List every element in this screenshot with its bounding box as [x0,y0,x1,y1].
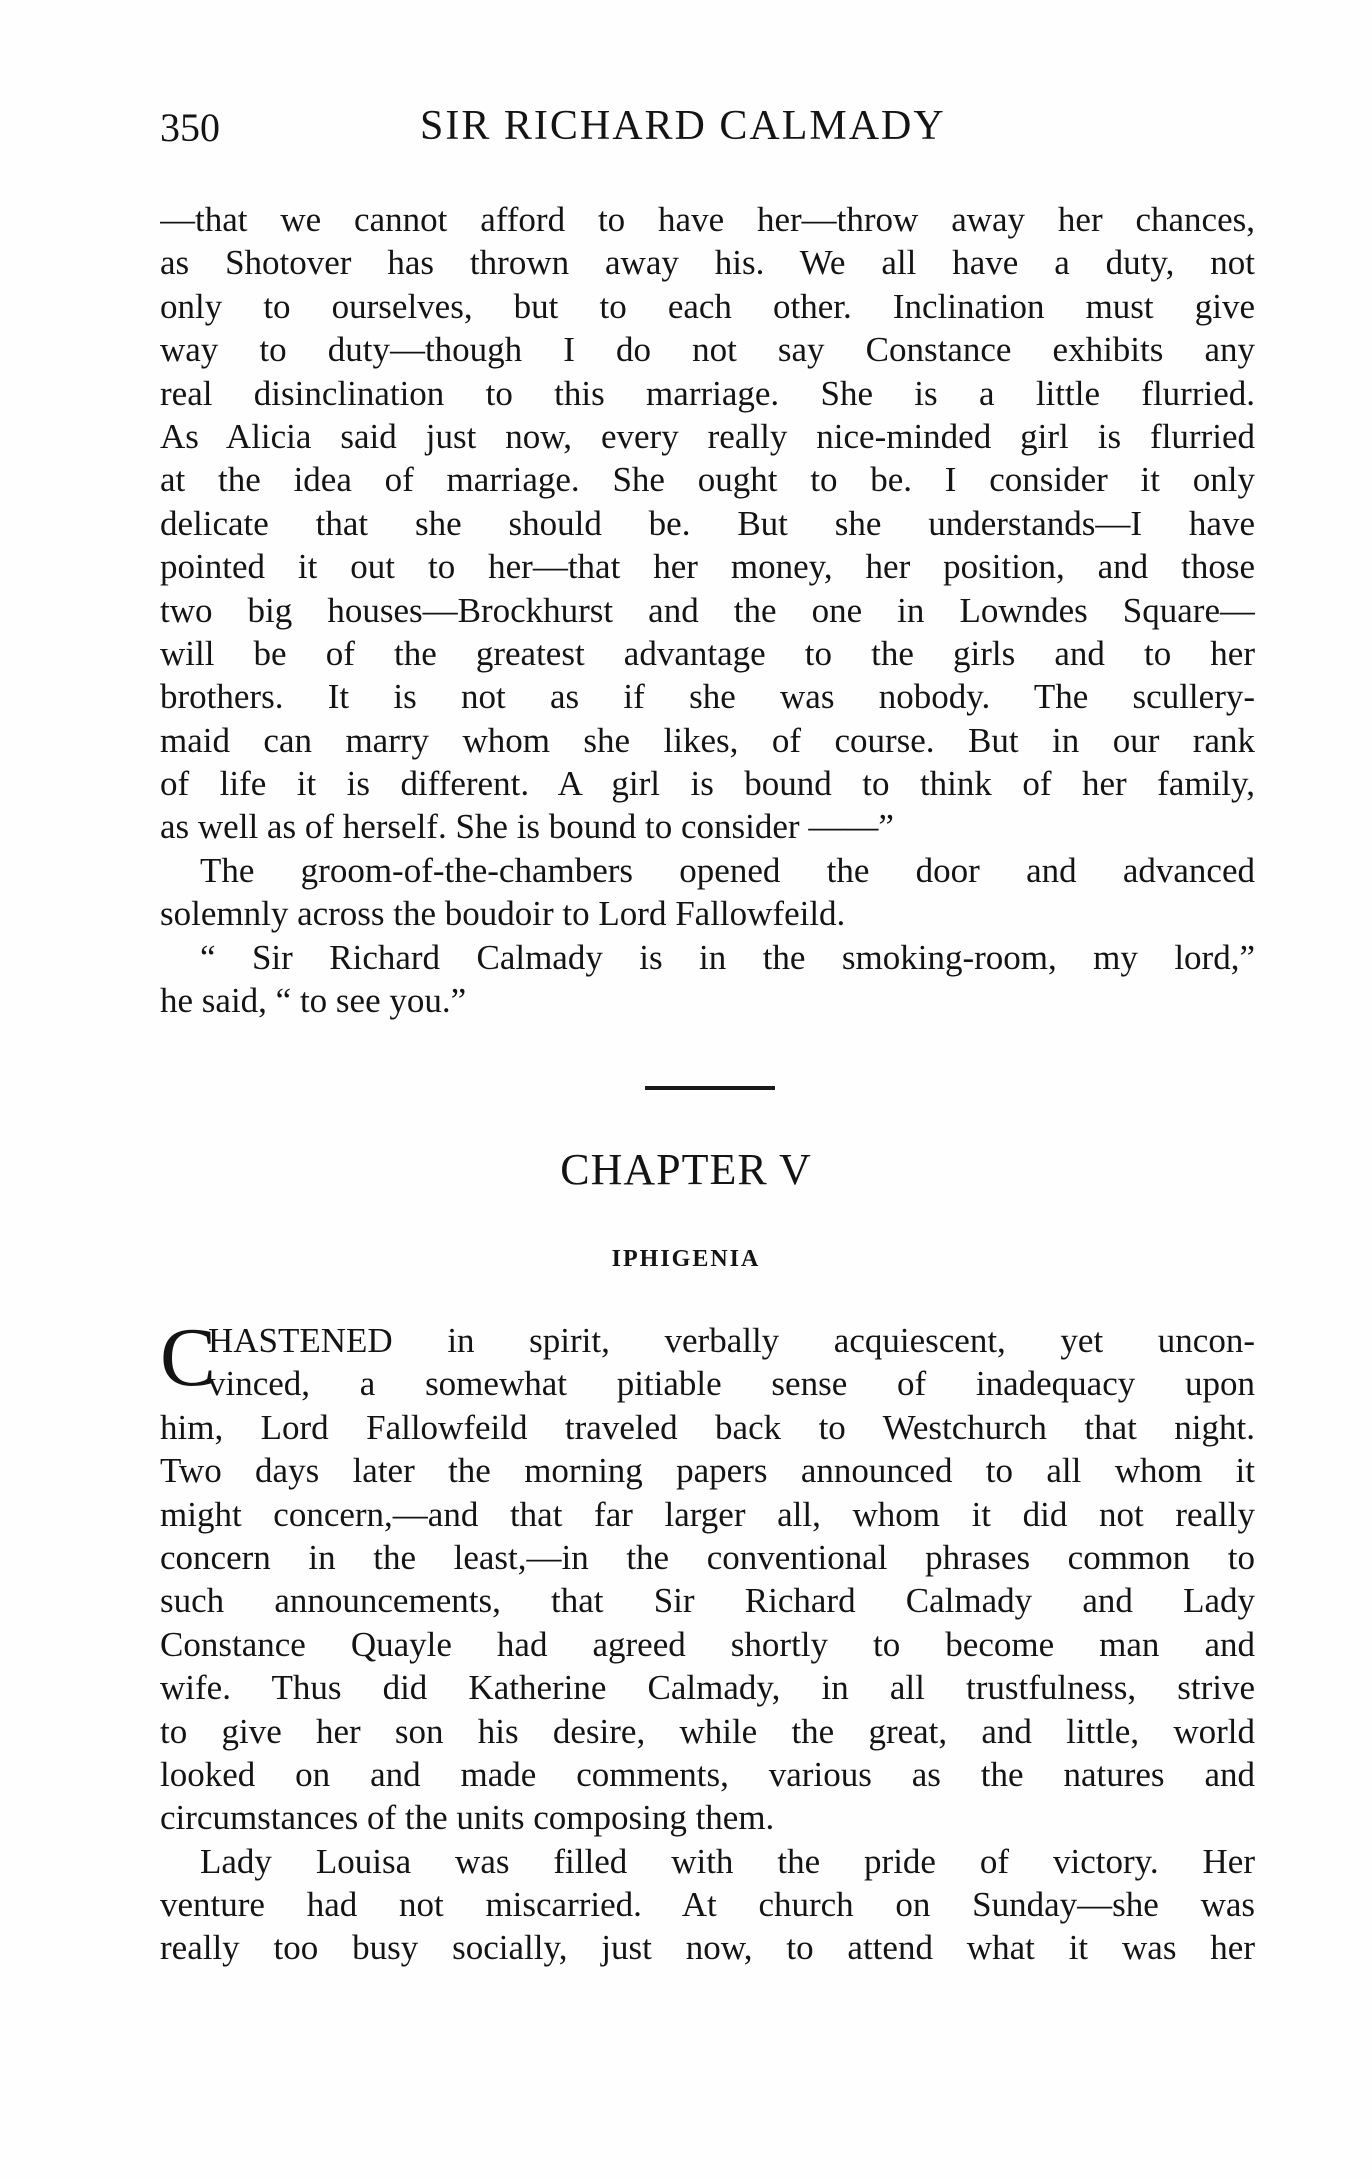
chapter-divider-rule [645,1086,775,1090]
text-line: circumstances of the units composing them. [160,1798,775,1838]
text-line: Lady Louisa was filled with the pride of victory. Her [200,1841,1255,1881]
text-line: Constance Quayle had agreed shortly to become man and [160,1624,1255,1664]
text-line: will be of the greatest advantage to the girls and to her [160,633,1255,673]
text-line: real disinclination to this marriage. She is a little flurried. [160,373,1255,413]
text-line: wife. Thus did Katherine Calmady, in all trustfulness, strive [160,1668,1255,1708]
chapter-title: CHAPTER V [560,1145,812,1194]
text-line: As Alicia said just now, every really nice-minded girl is flurried [160,416,1255,456]
text-line: looked on and made comments, various as the natures and [160,1754,1255,1794]
running-title: SIR RICHARD CALMADY [420,103,946,149]
text-section-1 [160,198,1255,1022]
text-line: way to duty—though I do not say Constance exhibits any [160,330,1255,370]
text-line: brothers. It is not as if she was nobody. The scullery- [160,677,1255,717]
text-line: only to ourselves, but to each other. Inclination must give [160,286,1255,326]
chapter-subtitle: IPHIGENIA [611,1246,761,1272]
text-line: —that we cannot afford to have her—throw away her chances, [160,200,1255,239]
text-line: such announcements, that Sir Richard Calmady and Lady [160,1581,1255,1621]
text-line: as Shotover has thrown away his. We all have a duty, not [160,243,1255,283]
text-section-2 [160,1319,1255,1970]
text-line: concern in the least,—in the conventional phrases common to [160,1537,1255,1577]
text-line: pointed it out to her—that her money, her position, and those [160,547,1255,587]
text-line: to give her son his desire, while the great, and little, world [160,1711,1255,1751]
text-line: Two days later the morning papers announced to all whom it [160,1451,1255,1491]
text-line: really too busy socially, just now, to attend what it was her [160,1928,1255,1968]
text-line: HASTENED in spirit, verbally acquiescent, yet uncon- [208,1321,1255,1360]
drop-cap: C [160,1311,217,1404]
text-line: as well as of herself. She is bound to consider ——” [160,807,894,847]
text-line: him, Lord Fallowfeild traveled back to Westchurch that night. [160,1407,1255,1447]
text-line: The groom-of-the-chambers opened the door and advanced [200,850,1255,890]
text-line: he said, “ to see you.” [160,981,467,1021]
text-line: maid can marry whom she likes, of course. But in our rank [160,720,1255,760]
text-line: delicate that she should be. But she understands—I have [160,503,1255,543]
text-line: “ Sir Richard Calmady is in the smoking-room, my lord,” [200,937,1255,977]
text-line: solemnly across the boudoir to Lord Fallowfeild. [160,894,846,934]
page-number: 350 [160,105,220,150]
text-line: vinced, a somewhat pitiable sense of inadequacy upon [208,1364,1255,1404]
text-line: venture had not miscarried. At church on Sunday—she was [160,1885,1255,1925]
text-line: two big houses—Brockhurst and the one in Lowndes Square— [160,590,1255,630]
text-line: of life it is different. A girl is bound to think of her family, [160,764,1255,804]
text-line: at the idea of marriage. She ought to be. I consider it only [160,460,1255,500]
text-line: might concern,—and that far larger all, whom it did not really [160,1494,1255,1534]
